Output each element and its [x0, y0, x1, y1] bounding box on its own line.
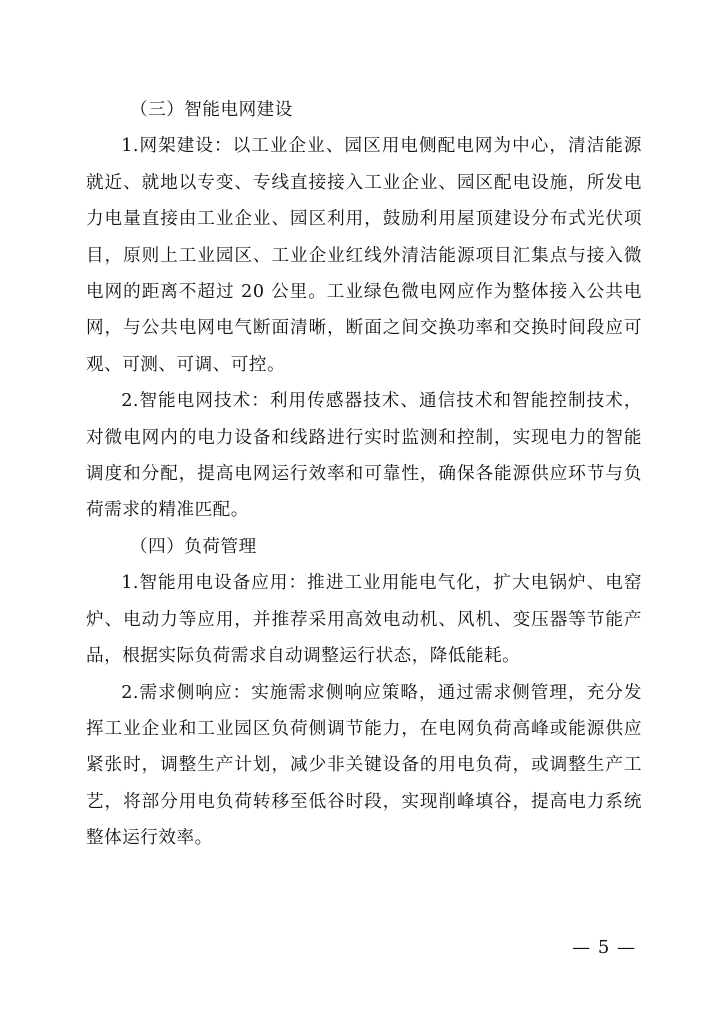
section-heading-smart-grid: （三）智能电网建设	[130, 100, 293, 120]
paragraph-smart-equipment: 1.智能用电设备应用：推进工业用能电气化，扩大电锅炉、电窑炉、电动力等应用，并推荐采用高效电动机、风机、变压器等节能产品，根据实际负荷需求自动调整运行状态，降低能耗。	[86, 573, 642, 667]
paragraph-grid-construction: 1.网架建设：以工业企业、园区用电侧配电网为中心，清洁能源就近、就地以专变、专线直接接入工业企业、园区配电设施，所发电力电量直接由工业企业、园区利用，鼓励利用屋顶建设分布式光伏项目，原则上工业园区、工业企业红线外清洁能源项目汇集点与接入微电网的距离不超过 20 公里。工业绿色微电网应作为整体接入公共电网，与公共电网电气断面清晰，断面之间交换功率和交换时间段应可观、可测、可调、可控。	[86, 136, 642, 375]
paragraph-smart-grid-technology: 2.智能电网技术：利用传感器技术、通信技术和智能控制技术，对微电网内的电力设备和线路进行实时监测和控制，实现电力的智能调度和分配，提高电网运行效率和可靠性，确保各能源供应环节与负荷需求的精准匹配。	[86, 391, 642, 521]
page-number: — 5 —	[572, 937, 636, 958]
document-body	[86, 92, 642, 857]
section-heading-load-management: （四）负荷管理	[130, 536, 257, 557]
paragraph-demand-response: 2.需求侧响应：实施需求侧响应策略，通过需求侧管理，充分发挥工业企业和工业园区负荷侧调节能力，在电网负荷高峰或能源供应紧张时，调整生产计划，减少非关键设备的用电负荷，或调整生产工艺，将部分用电负荷转移至低谷时段，实现削峰填谷，提高电力系统整体运行效率。	[86, 682, 642, 849]
